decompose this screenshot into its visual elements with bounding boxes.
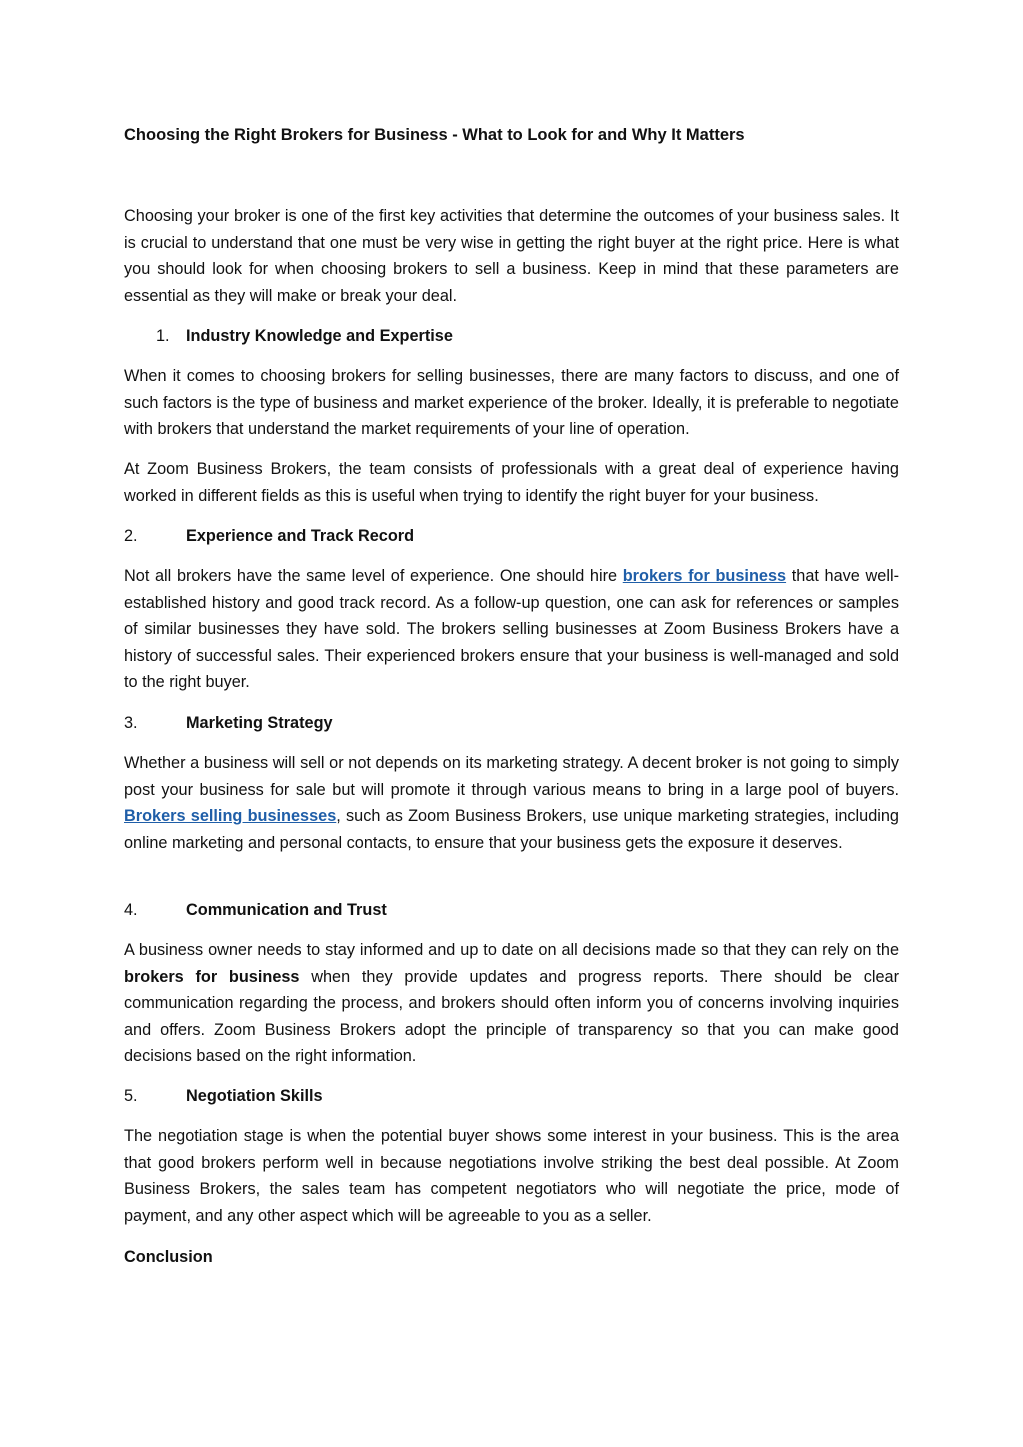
text-segment: Not all brokers have the same level of experience. One should hire (124, 567, 623, 585)
section-title: Industry Knowledge and Expertise (186, 327, 453, 345)
bold-term: brokers for business (124, 967, 300, 986)
section-number: 2. (124, 527, 138, 545)
section-5-paragraph: The negotiation stage is when the potential buyer shows some interest in your business. This is the area that good brokers perform well in because negotiations involve striking the best deal possible. At Zoom Business Brokers, the sales team has competent negotiators who will negotiate the price, mode of payment, and any other aspect which will be agreeable to you as a seller. (124, 1127, 899, 1225)
section-1-paragraph-1: When it comes to choosing brokers for selling businesses, there are many factors to discuss, and one of such factors is the type of business and market experience of the broker. Ideally, it is preferable to negotiate with brokers that understand the market requirements of your line of operation. (124, 367, 899, 439)
section-number: 4. (124, 901, 138, 919)
section-3-paragraph (124, 750, 899, 856)
section-2-paragraph (124, 563, 899, 696)
document-title: Choosing the Right Brokers for Business - What to Look for and Why It Matters (124, 126, 745, 144)
brokers-selling-businesses-link[interactable]: Brokers selling businesses (124, 807, 337, 826)
section-title: Marketing Strategy (186, 714, 333, 732)
brokers-for-business-link[interactable]: brokers for business (622, 567, 787, 585)
section-number: 1. (156, 327, 170, 345)
text-segment: when they provide updates and progress reports. There should be clear communication regarding the process, and brokers should often inform you of concerns involving inquiries and offers. Zoom Business Brokers adopt the principle of transparency so that you can make good decisions based on the right information. (124, 967, 899, 1066)
section-number: 5. (124, 1087, 138, 1105)
text-segment: A business owner needs to stay informed and up to date on all decisions made so that they can rely on the (124, 941, 899, 959)
conclusion-heading (124, 1246, 899, 1268)
section-number: 3. (124, 714, 138, 732)
section-title: Communication and Trust (186, 901, 387, 919)
conclusion-title: Conclusion (124, 1248, 213, 1266)
intro-paragraph: Choosing your broker is one of the first key activities that determine the outcomes of your business sales. It is crucial to understand that one must be very wise in getting the right buyer at the right price. Here is what you should look for when choosing brokers to sell a business. Keep in mind that these parameters are essential as they will make or break your deal. (124, 207, 899, 305)
text-segment: , such as Zoom Business Brokers, use unique marketing strategies, including online marketing and personal contacts, to ensure that your business gets the exposure it deserves. (124, 807, 899, 852)
text-segment: that have well-established history and good track record. As a follow-up question, one can ask for references or samples of similar businesses they have sold. The brokers selling businesses at Zoom Business Brokers have a history of successful sales. Their experienced brokers ensure that your business is well-managed and sold to the right buyer. (124, 567, 899, 692)
text-segment: Whether a business will sell or not depends on its marketing strategy. A decent broker is not going to simply post your business for sale but will promote it through various means to bring in a large pool of buyers. (124, 754, 899, 799)
section-title: Negotiation Skills (186, 1087, 323, 1105)
section-1-paragraph-2: At Zoom Business Brokers, the team consists of professionals with a great deal of experience having worked in different fields as this is useful when trying to identify the right buyer for your business. (124, 460, 899, 505)
section-title: Experience and Track Record (186, 527, 415, 545)
section-4-paragraph (124, 937, 899, 1070)
